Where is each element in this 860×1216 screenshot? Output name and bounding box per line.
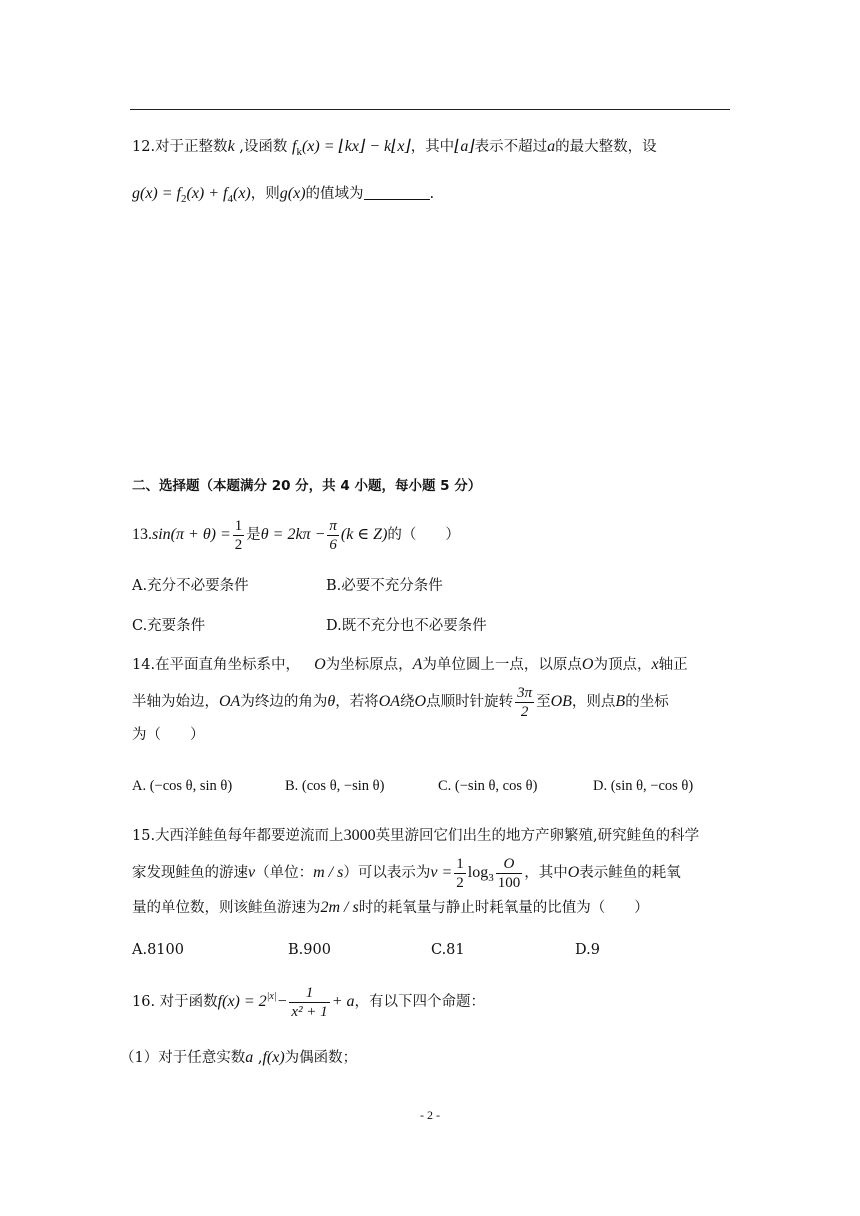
q12-line1 [132,137,657,162]
frac-1-over-x2-plus-1 [289,984,329,1021]
q14-text: 为终边的角为 [240,694,328,710]
q12-text: 表示不超过 [474,139,548,155]
q16-text: , [253,1050,263,1066]
speed-2ms: 2m / s [320,899,359,916]
q14-text: 轴正 [658,657,688,673]
q15-text: 时的耗氧量与静止时耗氧量的比值为（ ） [358,900,649,916]
q13-text: 是 [246,527,261,543]
q12-line2 [132,184,434,209]
q14-text: 点顺时针旋转 [426,694,514,710]
var-OB: OB [550,693,572,710]
q13-num: 13. [132,526,152,543]
q12-text: ，则 [250,186,280,202]
q13-rhs: θ = 2kπ − [260,526,326,543]
q15-text: ）可以表示为 [343,865,431,881]
page-number: - 2 - [420,1108,440,1122]
var-x: x [651,656,659,673]
log-label: log [467,864,489,881]
frac-den: 2 [520,703,529,720]
q13-option-d: D.既不充分也不必要条件 [326,618,487,634]
minus-sign: − [276,993,288,1010]
q14-line1 [132,655,688,675]
q16-text: （1）对于任意实数 [120,1050,246,1066]
q16-text: 为偶函数； [284,1050,358,1066]
q16-line2 [120,1048,357,1068]
q15-option-d: D.9 [575,942,600,958]
q14-text: 绕 [400,694,415,710]
var-OA: OA [219,693,241,710]
answer-blank [364,185,430,200]
q13-option-b: B.必要不充分条件 [326,578,443,594]
q15-text: ，其中 [524,865,568,881]
frac-half [233,517,245,554]
q15-text: 家发现鲑鱼的游速 [132,865,248,881]
fx-expr: f(x) = 2 [217,993,267,1010]
section-title: 二、选择题（本题满分 20 分，共 4 小题，每小题 5 分） [132,478,482,494]
q14-option-a: A. (−cos θ, sin θ) [132,778,233,794]
q13-stem [132,513,460,557]
q15-line3 [132,898,649,918]
var-theta: θ [327,693,336,710]
fk-f: f [292,138,297,155]
g-end: (x) [233,185,251,202]
frac-num: 1 [456,855,464,872]
q15-option-c: C.81 [431,942,465,958]
q15-text: 英里游回它们出生的地方产卵繁殖,研究鲑鱼的科学 [375,828,700,844]
frac-den: 100 [497,874,521,891]
g-sub1: 2 [181,193,187,205]
q15-text: 15.大西洋鲑鱼每年都要逆流而上 [132,828,344,844]
q14-option-c: C. (−sin θ, cos θ) [438,778,538,794]
q15-text: （单位： [255,865,314,881]
var-OA: OA [378,693,401,710]
q12-text: 12.对于正整数 [132,139,228,155]
fk-sub: k [296,146,302,158]
q14-line2 [132,681,669,723]
q13-text: 的（ ） [387,527,460,543]
exponent-abs-x: |x| [266,991,277,1002]
q15-line1 [132,826,699,846]
q14-option-d: D. (sin θ, −cos θ) [593,778,694,794]
q12-text: ，其中 [410,139,455,155]
q14-text: 为坐标原点， [325,657,413,673]
frac-den: 2 [456,874,464,891]
plus-a: + a [331,993,355,1010]
unit-ms: m / s [313,864,344,881]
q14-line3: 为（ ） [132,727,205,743]
q15-option-b: B.900 [288,942,331,958]
fk-expr [292,138,411,158]
var-B: B [615,693,626,710]
q13-lhs: sin(π + θ) = [152,526,231,543]
q15-option-a: A.8100 [132,942,184,958]
q16-line1 [132,975,485,1024]
frac-num: 1 [234,517,243,534]
q14-text: 半轴为始边， [132,694,219,710]
var-A: A [412,656,423,673]
q13-option-a: A.充分不必要条件 [132,578,249,594]
frac-pi-6 [327,517,339,554]
q14-text: 14.在平面直角坐标系中， [132,657,301,673]
var-a: a [245,1049,254,1066]
q16-text: 16. 对于函数 [132,994,218,1010]
q16-text: ，有以下四个命题： [354,994,485,1010]
q12-text: ,设函数 [234,139,292,155]
fk-rest: (x) = ⌊kx⌋ − k⌊x⌋ [301,138,411,155]
num-3000: 3000 [343,827,376,844]
q14-text: 至 [536,694,551,710]
frac-den: 6 [329,536,337,553]
frac-half [454,855,466,892]
gx: g(x) [279,185,306,202]
q15-text: 表示鲑鱼的耗氧 [579,865,681,881]
frac-den: x² + 1 [291,1003,328,1020]
q12-text: . [429,186,435,202]
frac-num: π [329,517,337,534]
q13-option-c: C.充要条件 [132,618,206,634]
frac-O-100 [496,855,523,892]
frac-3pi-2 [515,684,534,721]
floor-a: ⌊a⌋ [454,138,475,155]
frac-num: O [496,855,523,874]
q13-tail: (k ∈ Z) [340,526,388,543]
var-O: O [314,656,326,673]
var-k: k [227,138,235,155]
q14-option-b: B. (cos θ, −sin θ) [285,778,385,794]
q14-text: 的坐标 [625,694,669,710]
v-eq: v = [430,864,453,881]
q14-text: 为顶点， [593,657,652,673]
frac-num: 3π [517,684,533,701]
var-O: O [567,864,580,881]
var-O: O [581,656,594,673]
q15-text: 量的单位数，则该鲑鱼游速为 [132,900,321,916]
header-rule [130,109,730,110]
g-def-a: g(x) = f [132,185,181,202]
fx: f(x) [262,1049,285,1066]
q14-text: ，若将 [335,694,379,710]
g-def [132,185,251,205]
frac-num: 1 [289,984,329,1003]
var-a: a [547,138,556,155]
g-mid: (x) + f [186,185,228,202]
var-O: O [414,693,427,710]
q12-text: 的最大整数，设 [555,139,657,155]
var-v: v [248,864,256,881]
log-base: 3 [488,872,494,884]
g-sub2: 4 [227,193,233,205]
q12-text: 的值域为 [305,186,364,202]
frac-den: 2 [234,536,243,553]
q14-text: ，则点 [571,694,616,710]
q14-text: 为单位圆上一点，以原点 [422,657,582,673]
q15-line2 [132,851,681,900]
